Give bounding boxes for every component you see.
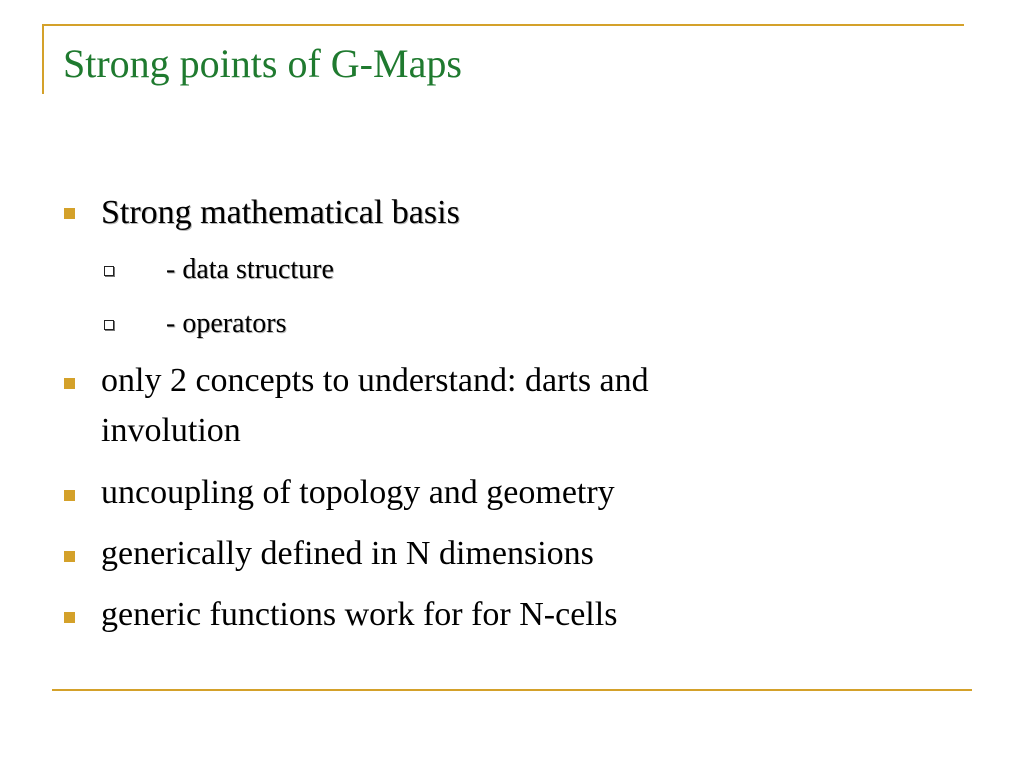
hollow-square-bullet-icon bbox=[104, 320, 114, 330]
filled-square-bullet-icon bbox=[64, 612, 75, 623]
filled-square-bullet-icon bbox=[64, 490, 75, 501]
filled-square-bullet-icon bbox=[64, 378, 75, 389]
bottom-divider-line bbox=[52, 689, 972, 691]
bullet-text-line-2: involution bbox=[101, 412, 241, 449]
bullet-text-line-1: only 2 concepts to understand: darts and bbox=[101, 362, 649, 399]
bullet-text: generically defined in N dimensions bbox=[101, 535, 594, 572]
sub-bullet-text: - operators bbox=[166, 308, 287, 339]
title-frame-horizontal-line bbox=[42, 24, 964, 26]
title-frame-vertical-line bbox=[42, 24, 44, 94]
bullet-text: generic functions work for for N-cells bbox=[101, 596, 618, 633]
bullet-text: uncoupling of topology and geometry bbox=[101, 474, 615, 511]
filled-square-bullet-icon bbox=[64, 551, 75, 562]
bullet-text: Strong mathematical basis bbox=[101, 194, 460, 231]
sub-bullet-text: - data structure bbox=[166, 254, 334, 285]
filled-square-bullet-icon bbox=[64, 208, 75, 219]
slide-title: Strong points of G-Maps bbox=[63, 41, 462, 86]
hollow-square-bullet-icon bbox=[104, 266, 114, 276]
